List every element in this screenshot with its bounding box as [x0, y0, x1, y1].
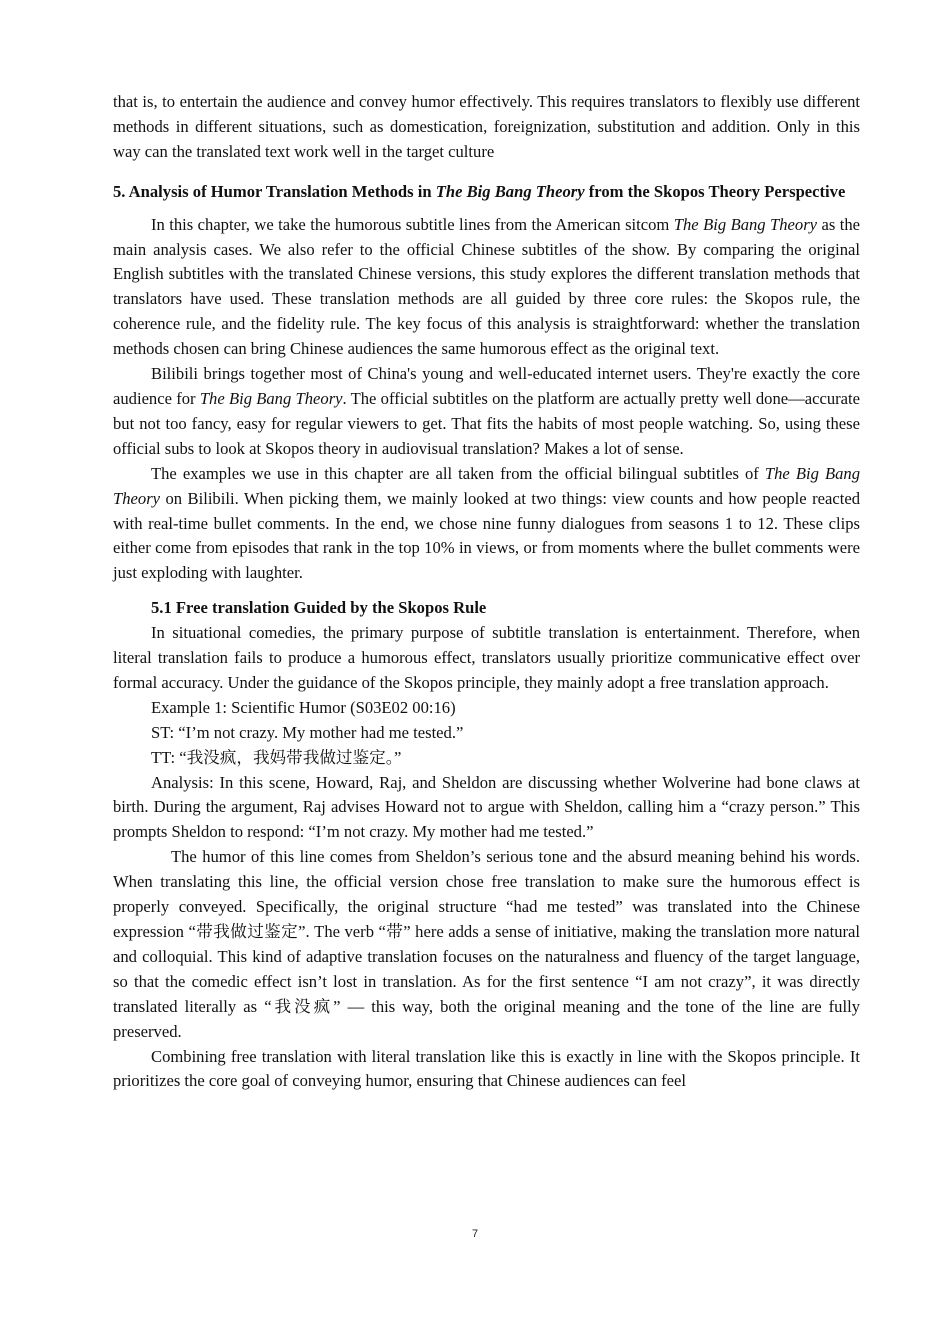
intro-paragraph: that is, to entertain the audience and convey humor effectively. This requires translators to flexibly use different methods in different situations, such as domestication, foreignization, substitution and addition. Only in this way can the translated text work well in the target culture	[113, 92, 860, 161]
p3-italic: The Big Bang Theory	[113, 463, 861, 508]
paragraph-1	[113, 213, 860, 362]
p2-italic: The Big Bang Theory	[199, 388, 343, 408]
section-5-heading	[113, 180, 860, 205]
p3-text-a: The examples we use in this chapter are all taken from the official bilingual subtitles of	[151, 463, 765, 483]
p1-text-a: In this chapter, we take the humorous subtitle lines from the American sitcom	[151, 214, 674, 234]
page-number: 7	[471, 1228, 479, 1240]
paragraph-6: Combining free translation with literal translation like this is exactly in line with the Skopos principle. It prioritizes the core goal of conveying humor, ensuring that Chinese audiences can feel	[113, 1046, 860, 1091]
document-page	[113, 90, 860, 1094]
paragraph-3	[113, 462, 860, 587]
example-1-label: Example 1: Scientific Humor (S03E02 00:16)	[151, 697, 456, 717]
p2-text-a: Bilibili brings together most of China's young and well-educated internet users. They're exactly the core audience for	[113, 364, 860, 408]
example-1-analysis: Analysis: In this scene, Howard, Raj, and Sheldon are discussing whether Wolverine had bone claws at birth. During the argument, Raj advises Howard not to argue with Sheldon, calling him a “crazy person.” This prompts Sheldon to respond: “I’m not crazy. My mother had me tested.”	[113, 772, 860, 842]
p2-text-b: . The official subtitles on the platform are actually pretty well done—accurate but not too fancy, easy for regular viewers to get. That fits the habits of most people watching. So, using these official subs to look at Skopos theory in audiovisual translation? Makes a lot of sense.	[113, 388, 860, 458]
p3-text-b: on Bilibili. When picking them, we mainly looked at two things: view counts and how people reacted with real-time bullet comments. In the end, we chose nine funny dialogues from seasons 1 to 12. These clips either come from episodes that rank in the top 10% in views, or from moments where the bullet comments were just exploding with laughter.	[113, 488, 860, 583]
paragraph-4: In situational comedies, the primary purpose of subtitle translation is entertainment. Therefore, when literal translation fails to produce a humorous effect, translators usually prioritize communicative effect over formal accuracy. Under the guidance of the Skopos principle, they mainly adopt a free translation approach.	[113, 623, 860, 692]
section-5-title-a: 5. Analysis of Humor Translation Methods in	[113, 181, 436, 201]
paragraph-2	[113, 362, 860, 462]
p1-text-b: as the main analysis cases. We also refer to the official Chinese subtitles of the show. By comparing the original English subtitles with the translated Chinese versions, this study explores the different translation methods that translators have used. These translation methods are all guided by three core rules: the Skopos rule, the coherence rule, and the fidelity rule. The key focus of this analysis is straightforward: whether the translation methods chosen can bring Chinese audiences the same humorous effect as the original text.	[113, 214, 860, 359]
paragraph-5: The humor of this line comes from Sheldon’s serious tone and the absurd meaning behind his words. When translating this line, the official version chose free translation to make sure the humorous effect is properly conveyed. Specifically, the original structure “had me tested” was translated into the Chinese expression “带我做过鉴定”. The verb “带” here adds a sense of initiative, making the translation more natural and colloquial. This kind of adaptive translation focuses on the naturalness and fluency of the target language, so that the comedic effect isn’t lost in translation. As for the first sentence “I am not crazy”, it was directly translated literally as “我没疯” — this way, both the original meaning and the tone of the line are fully preserved.	[113, 847, 860, 1041]
example-1-source-text: ST: “I’m not crazy. My mother had me tested.”	[151, 722, 464, 742]
section-5-title-b: from the Skopos Theory Perspective	[584, 181, 846, 201]
section-5-1-heading: 5.1 Free translation Guided by the Skopos Rule	[151, 598, 487, 618]
section-5-title-italic: The Big Bang Theory	[435, 181, 585, 201]
example-1-target-text: TT: “我没疯，我妈带我做过鉴定。”	[151, 747, 402, 767]
p1-italic: The Big Bang Theory	[673, 214, 818, 234]
